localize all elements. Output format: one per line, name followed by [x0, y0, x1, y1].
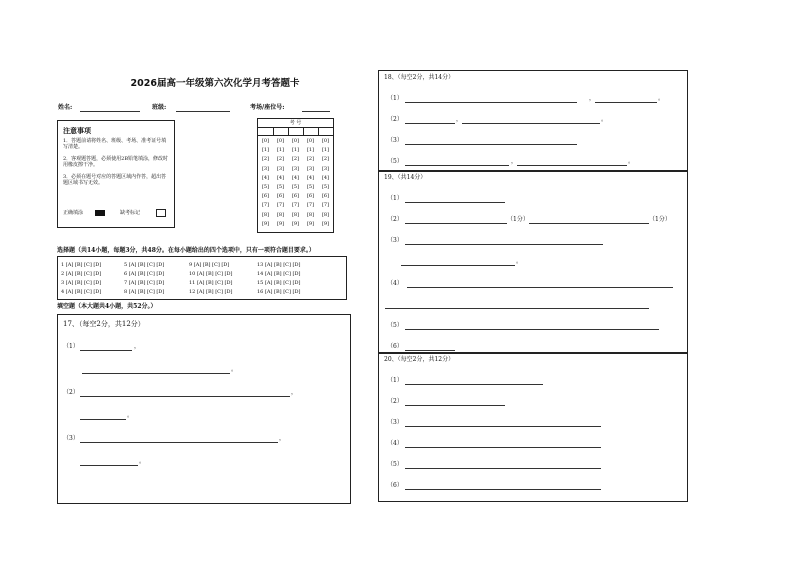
answer-line[interactable] — [405, 350, 455, 351]
punct: ， — [291, 389, 298, 396]
digit-bubble[interactable]: [7] — [261, 202, 270, 209]
answer-line[interactable] — [405, 468, 601, 469]
score-note: （1分） — [507, 216, 529, 223]
q20-part: （4） — [387, 440, 403, 447]
score-note: （1分） — [649, 216, 671, 223]
punct: ， — [279, 435, 286, 442]
digit-bubble[interactable]: [5] — [291, 183, 300, 190]
digit-bubble[interactable]: [4] — [291, 174, 300, 181]
digit-bubble[interactable]: [2] — [261, 156, 270, 163]
divider — [258, 135, 333, 136]
answer-line[interactable] — [401, 265, 515, 266]
punct: 。 — [127, 412, 134, 419]
digit-bubble[interactable]: [9] — [321, 220, 330, 227]
digit-bubble[interactable]: [8] — [261, 211, 270, 218]
punct: 。 — [628, 158, 635, 165]
exam-number-column — [258, 138, 273, 230]
digit-bubble[interactable]: [1] — [291, 147, 300, 154]
divider — [303, 127, 304, 135]
digit-bubble[interactable]: [8] — [291, 211, 300, 218]
answer-line[interactable] — [405, 426, 601, 427]
digit-bubble[interactable]: [7] — [276, 202, 285, 209]
answer-line[interactable] — [462, 123, 600, 124]
digit-bubble[interactable]: [9] — [276, 220, 285, 227]
digit-bubble[interactable]: [0] — [306, 138, 315, 144]
notice-item: 3．必须在题号对应的答题区域内作答，超出答题区域书写无效。 — [63, 174, 167, 186]
answer-line[interactable] — [405, 223, 507, 224]
digit-bubble[interactable]: [1] — [276, 147, 285, 154]
q17-header: 17、（每空2分，共12分） — [63, 320, 145, 328]
q19-box — [378, 170, 688, 354]
class-field[interactable] — [176, 111, 230, 112]
answer-line[interactable] — [82, 373, 230, 374]
digit-bubble[interactable]: [1] — [261, 147, 270, 154]
correct-fill-label: 正确填涂 — [63, 210, 84, 216]
punct: 。 — [658, 95, 665, 102]
choice-item[interactable]: 12 [A] [B] [C] [D] — [189, 289, 233, 295]
q18-part: （2） — [387, 116, 403, 123]
choice-item[interactable]: 13 [A] [B] [C] [D] — [257, 262, 301, 268]
choice-item[interactable]: 5 [A] [B] [C] [D] — [124, 262, 165, 268]
answer-line[interactable] — [80, 442, 278, 443]
digit-bubble[interactable]: [6] — [261, 193, 270, 200]
answer-line[interactable] — [405, 144, 577, 145]
exam-number-column — [318, 138, 333, 230]
answer-line[interactable] — [80, 465, 138, 466]
q20-header: 20、（每空2分，共12分） — [384, 356, 455, 363]
answer-line[interactable] — [407, 287, 673, 288]
digit-bubble[interactable]: [3] — [261, 165, 270, 172]
punct: 。 — [139, 458, 146, 465]
class-label: 班级: — [152, 104, 167, 111]
answer-line[interactable] — [405, 384, 543, 385]
digit-bubble[interactable]: [4] — [276, 174, 285, 181]
answer-line[interactable] — [405, 244, 603, 245]
divider — [318, 127, 319, 135]
q20-part: （3） — [387, 419, 403, 426]
answer-line[interactable] — [80, 396, 290, 397]
digit-bubble[interactable]: [0] — [261, 138, 270, 144]
digit-bubble[interactable]: [7] — [306, 202, 315, 209]
notice-box — [57, 120, 175, 228]
digit-bubble[interactable]: [6] — [291, 193, 300, 200]
divider — [258, 127, 333, 128]
answer-line[interactable] — [405, 489, 601, 490]
notice-item: 1．答题前请将姓名、班级、考场、准考证号填写清楚。 — [63, 138, 167, 150]
choice-item[interactable]: 8 [A] [B] [C] [D] — [124, 289, 165, 295]
punct: ， — [511, 158, 518, 165]
digit-bubble[interactable]: [0] — [291, 138, 300, 144]
fill-heading: 填空题（本大题共4小题，共52分。） — [57, 303, 157, 310]
answer-line[interactable] — [517, 165, 627, 166]
digit-bubble[interactable]: [0] — [276, 138, 285, 144]
answer-line[interactable] — [385, 308, 649, 309]
absent-mark-label: 缺考标记 — [120, 210, 141, 216]
q18-header: 18、（每空2分，共14分） — [384, 74, 455, 81]
q17-box — [57, 314, 351, 504]
answer-line[interactable] — [80, 419, 126, 420]
choice-item[interactable]: 7 [A] [B] [C] [D] — [124, 280, 165, 286]
digit-bubble[interactable]: [5] — [306, 183, 315, 190]
answer-line[interactable] — [405, 165, 509, 166]
choice-item[interactable]: 2 [A] [B] [C] [D] — [61, 271, 102, 277]
digit-bubble[interactable]: [1] — [321, 147, 330, 154]
q18-part: （3） — [387, 137, 403, 144]
q18-part: （1） — [387, 95, 403, 102]
digit-bubble[interactable]: [5] — [261, 183, 270, 190]
q20-part: （5） — [387, 461, 403, 468]
choice-item[interactable]: 3 [A] [B] [C] [D] — [61, 280, 102, 286]
digit-bubble[interactable]: [2] — [276, 156, 285, 163]
room-label: 考场/座位号: — [250, 104, 285, 111]
digit-bubble[interactable]: [5] — [276, 183, 285, 190]
q20-box — [378, 352, 688, 502]
q19-header: 19、（共14分） — [384, 174, 427, 181]
page-title: 2026届高一年级第六次化学月考答题卡 — [130, 78, 300, 89]
exam-number-column — [288, 138, 303, 230]
filled-bubble-sample — [95, 210, 105, 216]
q20-part: （6） — [387, 482, 403, 489]
room-field[interactable] — [302, 111, 330, 112]
digit-bubble[interactable]: [9] — [306, 220, 315, 227]
q19-part: （1） — [387, 195, 403, 202]
answer-line[interactable] — [405, 102, 577, 103]
q17-part1: （1） — [63, 343, 79, 350]
digit-bubble[interactable]: [3] — [276, 165, 285, 172]
answer-line[interactable] — [405, 447, 601, 448]
punct: 。 — [601, 116, 608, 123]
answer-line[interactable] — [595, 102, 657, 103]
answer-line[interactable] — [405, 329, 659, 330]
digit-bubble[interactable]: [8] — [321, 211, 330, 218]
choice-item[interactable]: 4 [A] [B] [C] [D] — [61, 289, 102, 295]
choice-item[interactable]: 6 [A] [B] [C] [D] — [124, 271, 165, 277]
choice-heading: 选择题（共14小题，每题3分，共48分。在每小题给出的四个选项中，只有一项符合题目要求。） — [57, 247, 315, 254]
choice-item[interactable]: 16 [A] [B] [C] [D] — [257, 289, 301, 295]
punct: ， — [589, 95, 596, 102]
q18-part: （5） — [387, 158, 403, 165]
answer-line[interactable] — [405, 405, 505, 406]
q19-part: （3） — [387, 237, 403, 244]
digit-bubble[interactable]: [7] — [291, 202, 300, 209]
digit-bubble[interactable]: [5] — [321, 183, 330, 190]
digit-bubble[interactable]: [2] — [306, 156, 315, 163]
digit-bubble[interactable]: [9] — [261, 220, 270, 227]
punct: 。 — [231, 366, 238, 373]
digit-bubble[interactable]: [6] — [306, 193, 315, 200]
exam-number-column — [273, 138, 288, 230]
q17-part2: （2） — [63, 389, 79, 396]
digit-bubble[interactable]: [8] — [276, 211, 285, 218]
digit-bubble[interactable]: [6] — [276, 193, 285, 200]
exam-number-label: 考 号 — [289, 120, 302, 126]
q19-part: （6） — [387, 343, 403, 350]
answer-line[interactable] — [405, 202, 505, 203]
digit-bubble[interactable]: [3] — [291, 165, 300, 172]
name-label: 姓名: — [58, 104, 73, 111]
divider — [273, 127, 274, 135]
digit-bubble[interactable]: [6] — [321, 193, 330, 200]
q20-part: （2） — [387, 398, 403, 405]
digit-bubble[interactable]: [4] — [261, 174, 270, 181]
digit-bubble[interactable]: [9] — [291, 220, 300, 227]
choice-item[interactable]: 10 [A] [B] [C] [D] — [189, 271, 233, 277]
notice-item: 2．客观题答题，必须使用2B铅笔填涂，修改时用橡皮擦干净。 — [63, 156, 169, 168]
answer-line[interactable] — [80, 350, 132, 351]
absent-mark-box[interactable] — [156, 209, 166, 217]
exam-number-grid — [257, 118, 334, 233]
digit-bubble[interactable]: [7] — [321, 202, 330, 209]
q19-part: （2） — [387, 216, 403, 223]
digit-bubble[interactable]: [3] — [306, 165, 315, 172]
q19-part: （5） — [387, 322, 403, 329]
answer-line[interactable] — [529, 223, 649, 224]
exam-number-column — [303, 138, 318, 230]
punct: 。 — [516, 258, 523, 265]
q18-box — [378, 70, 688, 172]
notice-heading: 注意事项 — [63, 126, 91, 135]
digit-bubble[interactable]: [8] — [306, 211, 315, 218]
digit-bubble[interactable]: [4] — [321, 174, 330, 181]
q17-part3: （3） — [63, 435, 79, 442]
digit-bubble[interactable]: [2] — [321, 156, 330, 163]
choice-item[interactable]: 11 [A] [B] [C] [D] — [189, 280, 233, 286]
digit-bubble[interactable]: [4] — [306, 174, 315, 181]
choice-item[interactable]: 1 [A] [B] [C] [D] — [61, 262, 102, 268]
q20-part: （1） — [387, 377, 403, 384]
choice-item[interactable]: 15 [A] [B] [C] [D] — [257, 280, 301, 286]
digit-bubble[interactable]: [1] — [306, 147, 315, 154]
digit-bubble[interactable]: [3] — [321, 165, 330, 172]
punct: ， — [456, 116, 463, 123]
choice-item[interactable]: 9 [A] [B] [C] [D] — [189, 262, 230, 268]
choice-item[interactable]: 14 [A] [B] [C] [D] — [257, 271, 301, 277]
choice-box — [57, 256, 347, 300]
punct: ， — [134, 343, 141, 350]
name-field[interactable] — [80, 111, 140, 112]
digit-bubble[interactable]: [2] — [291, 156, 300, 163]
digit-bubble[interactable]: [0] — [321, 138, 330, 144]
q19-part: （4） — [387, 280, 403, 287]
answer-line[interactable] — [405, 123, 455, 124]
divider — [288, 127, 289, 135]
